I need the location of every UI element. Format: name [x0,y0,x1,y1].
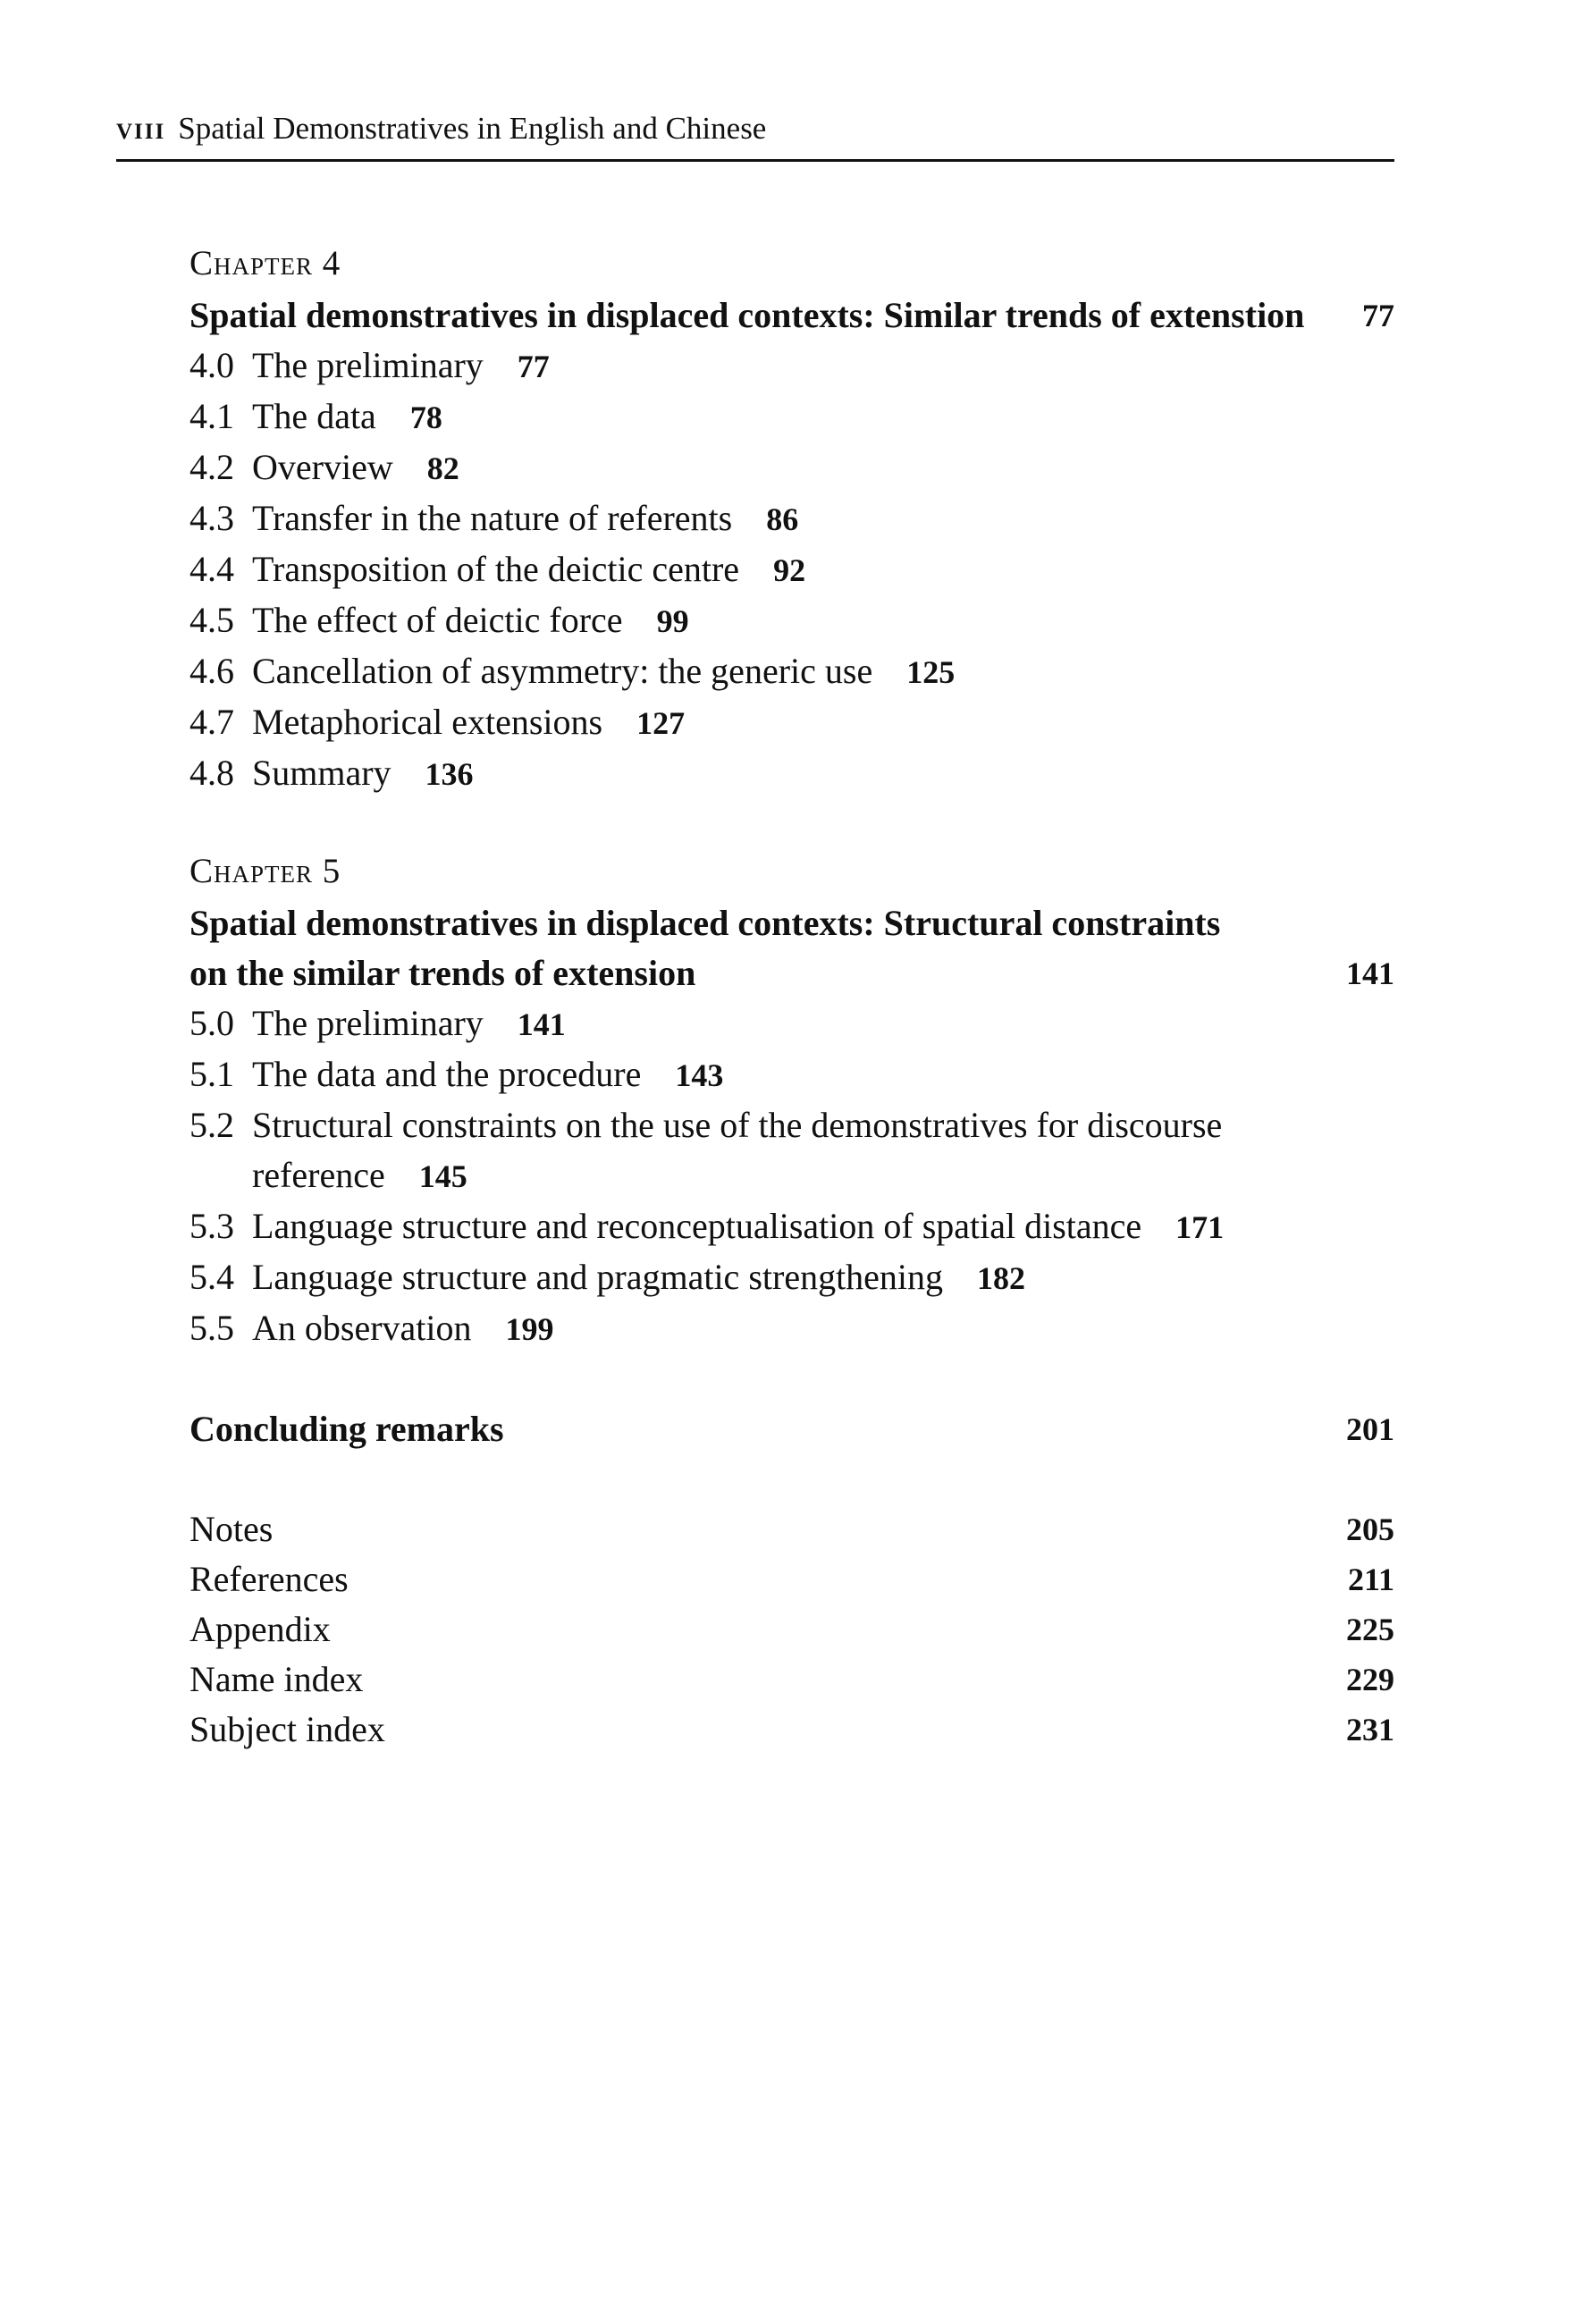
spacer [189,1454,1394,1504]
section-page: 145 [418,1158,467,1194]
toc-entry[interactable] [189,697,1394,748]
section-page: 78 [409,400,442,435]
chapter-5-label: Chapter 5 [189,852,341,890]
chapter-5-page: 141 [1346,956,1394,991]
section-number: 5.2 [189,1105,234,1145]
toc-entry[interactable] [189,544,1394,595]
back-matter-row[interactable] [189,1504,1394,1554]
section-page: 182 [977,1260,1026,1296]
back-matter-label: References [189,1559,349,1599]
section-number: 5.4 [189,1257,234,1297]
page-folio: viii [116,111,166,146]
section-title: Language structure and pragmatic strengthening [252,1257,944,1297]
back-matter-row[interactable] [189,1604,1394,1655]
section-number: 4.0 [189,345,234,385]
section-title: Summary [252,753,392,793]
section-title: The effect of deictic force [252,600,623,640]
section-page: 127 [636,705,686,741]
toc-entry[interactable] [189,998,1394,1049]
section-number: 4.6 [189,651,234,691]
section-number: 4.2 [189,447,234,487]
section-title: The data and the procedure [252,1054,642,1094]
toc-entry[interactable] [189,1303,1394,1354]
back-matter-row[interactable] [189,1655,1394,1705]
toc-entry[interactable] [189,595,1394,646]
section-page: 92 [773,552,806,588]
toc-entry[interactable] [189,1049,1394,1100]
chapter-4-label: Chapter 4 [189,244,341,282]
toc-entry[interactable] [189,646,1394,697]
book-title: Spatial Demonstratives in English and Chinese [178,111,767,146]
section-title: The preliminary [252,1003,484,1043]
section-page: 136 [425,756,474,792]
section-title: The preliminary [252,345,484,385]
section-page: 99 [656,603,689,639]
section-page: 82 [426,450,459,486]
chapter-4-page: 77 [1362,298,1394,333]
section-page: 141 [517,1006,566,1042]
back-matter-row[interactable] [189,1554,1394,1604]
table-of-contents [189,241,1394,1755]
section-number: 4.4 [189,549,234,589]
back-matter-label: Appendix [189,1609,331,1649]
running-head [116,109,1394,162]
chapter-5-title-line-2: on the similar trends of extension [189,953,696,993]
section-page: 199 [505,1311,554,1347]
back-matter-page: 229 [1346,1662,1394,1697]
section-title: Transposition of the deictic centre [252,549,740,589]
back-matter-label: Notes [189,1509,274,1549]
section-title: Cancellation of asymmetry: the generic use [252,651,873,691]
section-title: An observation [252,1308,472,1348]
back-matter-label: Name index [189,1659,364,1699]
section-page: 171 [1175,1209,1225,1245]
section-page: 86 [766,501,799,537]
toc-entry[interactable] [189,1201,1394,1252]
section-number: 4.8 [189,753,234,793]
section-number: 4.7 [189,702,234,742]
section-page: 143 [675,1057,724,1093]
back-matter-row[interactable] [189,1705,1394,1755]
concluding-remarks-row[interactable] [189,1404,1394,1454]
toc-entry[interactable] [189,1252,1394,1303]
section-number: 4.5 [189,600,234,640]
section-title: Overview [252,447,393,487]
section-number: 5.0 [189,1003,234,1043]
section-number: 5.3 [189,1206,234,1246]
section-number: 4.3 [189,498,234,538]
toc-entry[interactable] [189,392,1394,442]
section-title: Structural constraints on the use of the demonstratives for discourse [252,1105,1223,1145]
toc-entry[interactable] [189,748,1394,799]
back-matter-page: 205 [1346,1511,1394,1547]
concluding-remarks-page: 201 [1346,1411,1394,1447]
section-title: Language structure and reconceptualisation of spatial distance [252,1206,1142,1246]
toc-entry[interactable] [189,341,1394,392]
section-number: 5.5 [189,1308,234,1348]
back-matter-page: 211 [1347,1562,1394,1597]
concluding-remarks-label: Concluding remarks [189,1409,504,1449]
chapter-4-title-row[interactable] [189,290,1394,341]
section-number: 4.1 [189,396,234,436]
section-number: 5.1 [189,1054,234,1094]
toc-entry[interactable] [189,493,1394,544]
toc-entry[interactable] [189,442,1394,493]
chapter-5-title-line-1[interactable]: Spatial demonstratives in displaced contexts: Structural constraints [189,903,1221,943]
back-matter-page: 225 [1346,1612,1394,1647]
section-title: Transfer in the nature of referents [252,498,733,538]
spacer [189,799,1394,849]
toc-entry[interactable] [189,1100,1394,1201]
spacer [189,1354,1394,1404]
chapter-5-title-row[interactable] [189,948,1394,998]
section-page: 125 [906,654,956,690]
section-page: 77 [517,349,550,384]
section-title: The data [252,396,376,436]
section-title: Metaphorical extensions [252,702,603,742]
chapter-4-title: Spatial demonstratives in displaced contexts: Similar trends of extenstion [189,295,1305,335]
back-matter-page: 231 [1346,1712,1394,1747]
back-matter-label: Subject index [189,1709,385,1749]
section-title-continued: reference [252,1155,385,1195]
